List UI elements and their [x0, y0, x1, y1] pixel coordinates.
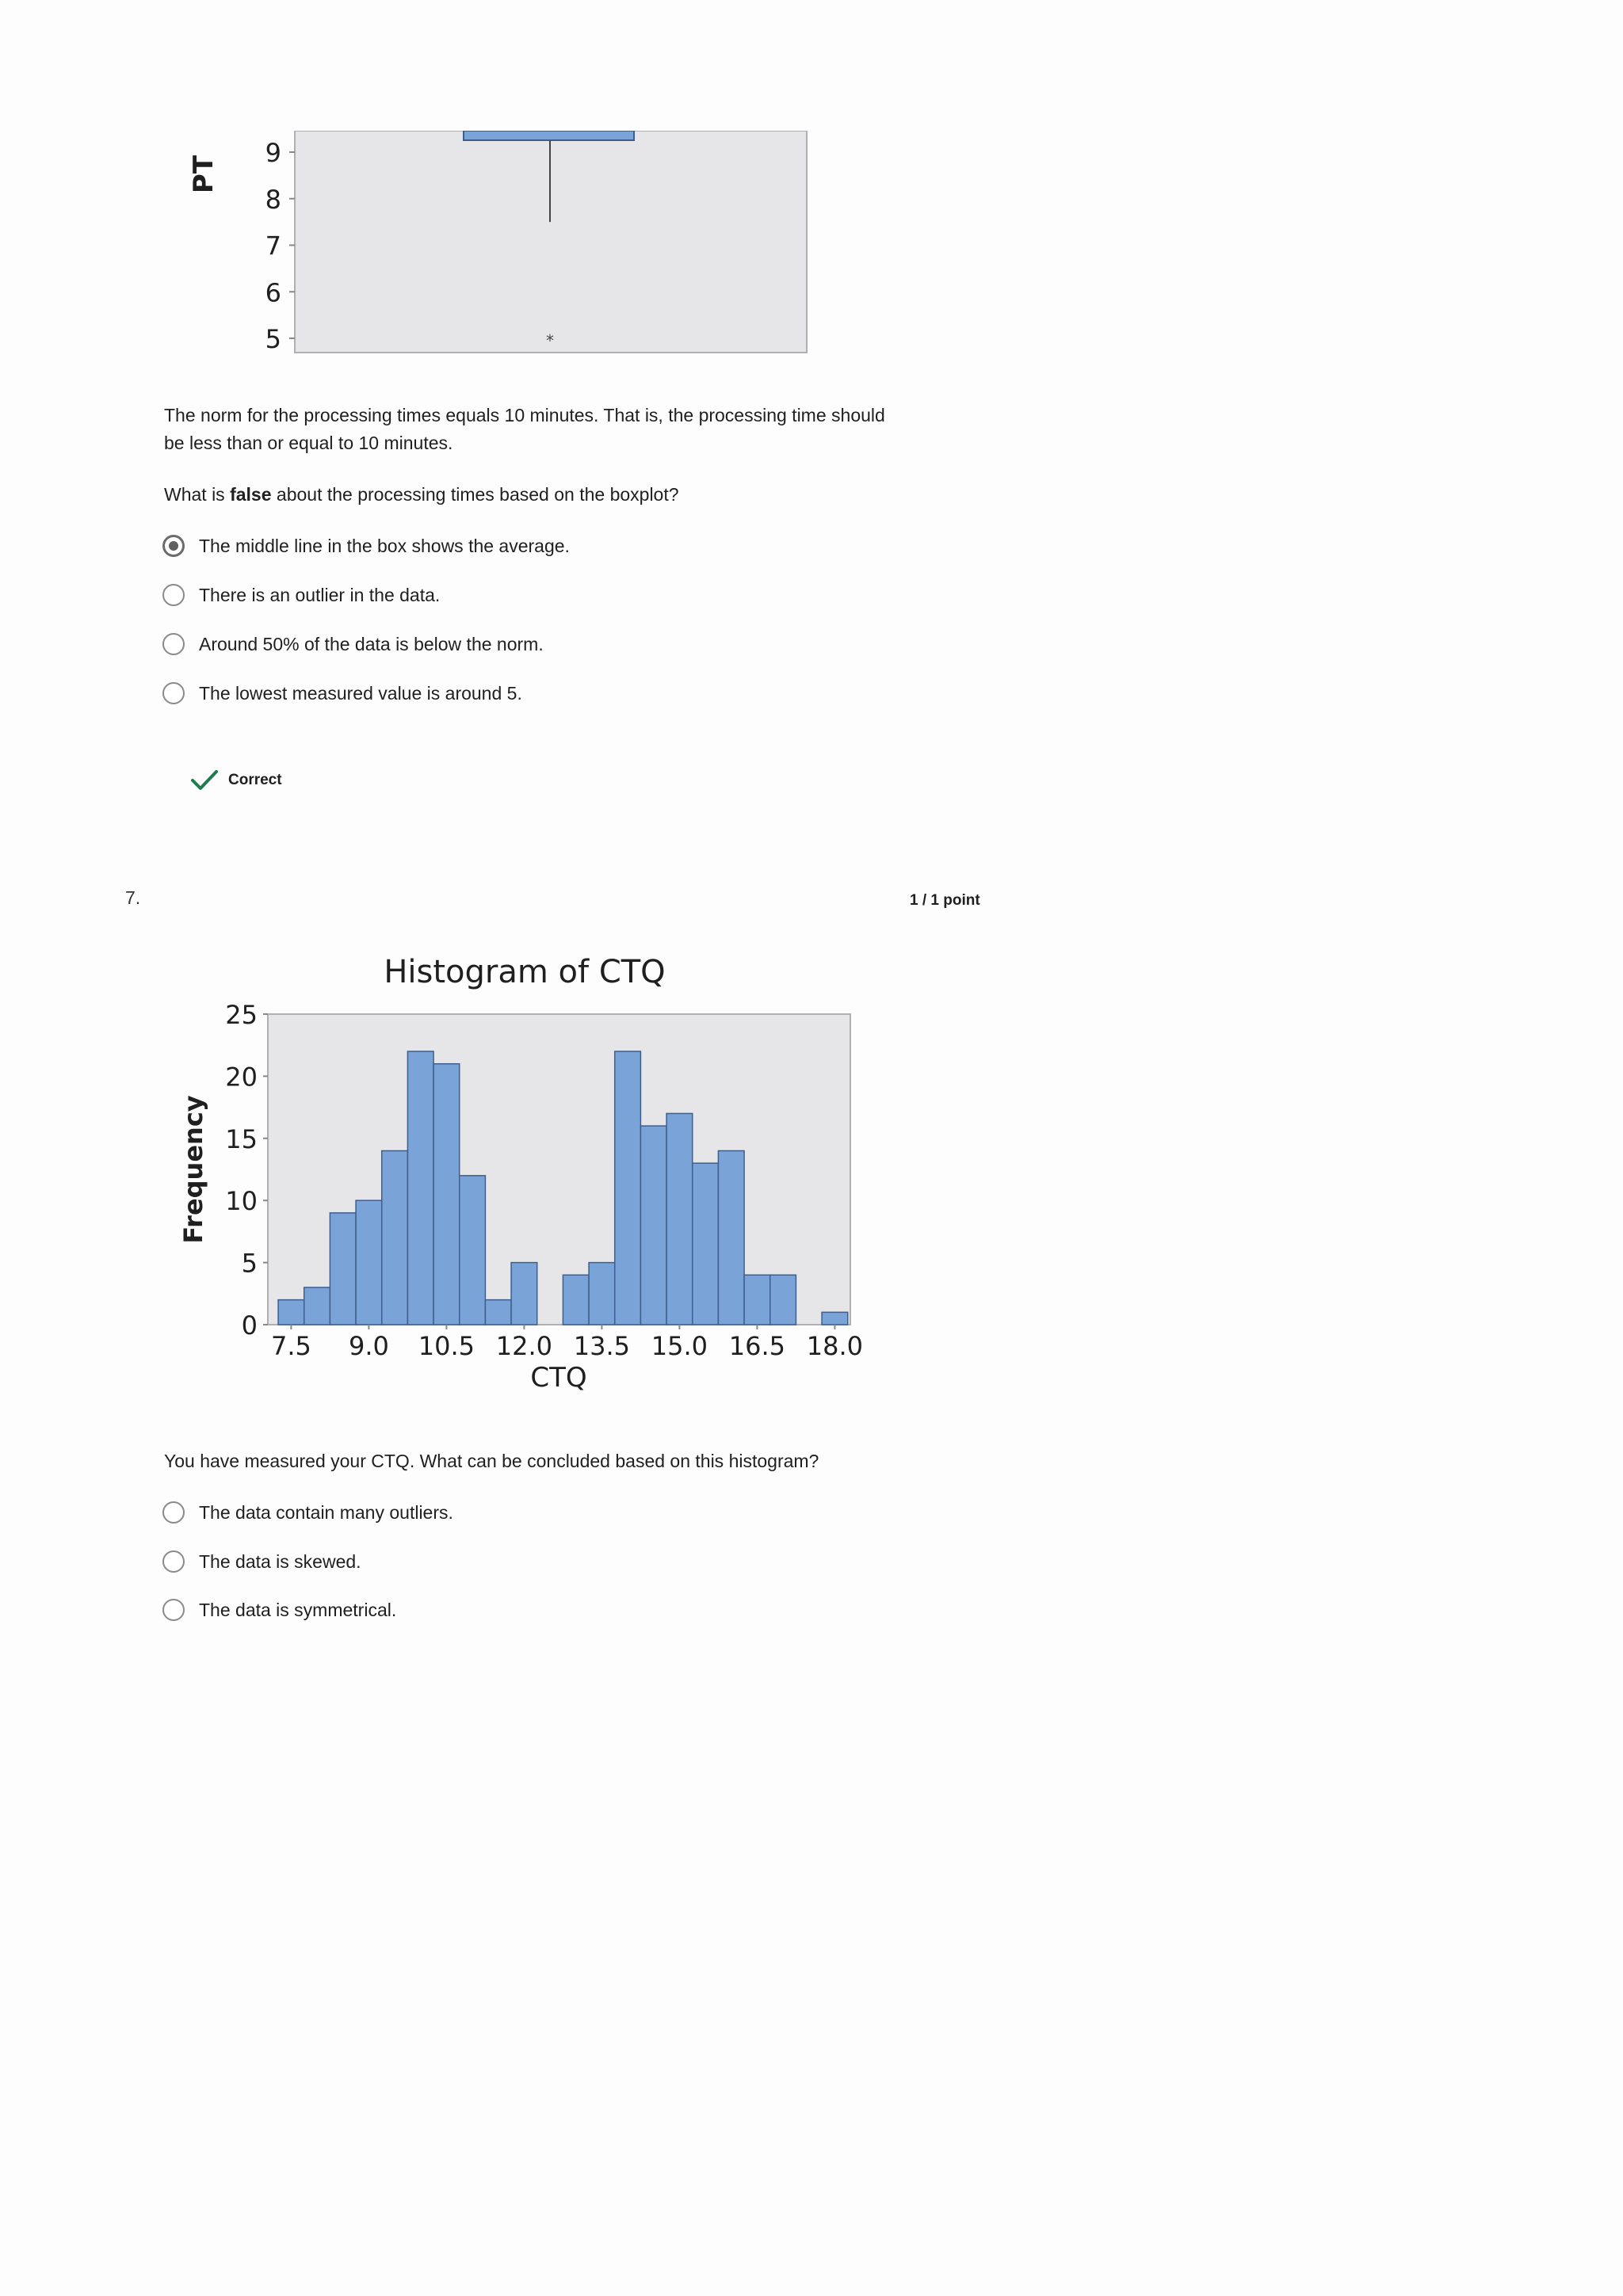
- histogram-y-tick-label: 0: [241, 1310, 258, 1341]
- boxplot-y-ticks: [265, 138, 295, 354]
- q7-option-1-label: The data contain many outliers.: [199, 1501, 453, 1523]
- feedback-text: Correct: [228, 772, 282, 788]
- histogram-bar: [693, 1163, 719, 1325]
- histogram-y-tick-label: 15: [225, 1123, 258, 1154]
- radio-button[interactable]: [162, 1550, 185, 1573]
- histogram-x-tick-label: 9.0: [348, 1331, 389, 1361]
- q6-option-4[interactable]: [162, 679, 522, 707]
- histogram-y-ticks: [225, 1000, 268, 1341]
- radio-button[interactable]: [162, 1599, 185, 1621]
- boxplot-y-tick-label: 8: [265, 184, 281, 215]
- histogram-x-tick-label: 16.5: [728, 1331, 786, 1361]
- histogram-x-tick-label: 7.5: [270, 1331, 311, 1361]
- prompt-prefix: What is: [164, 484, 231, 505]
- q6-option-1-label: The middle line in the box shows the average.: [199, 535, 570, 556]
- histogram-bar: [485, 1300, 511, 1325]
- radio-button[interactable]: [162, 584, 185, 606]
- check-icon: [190, 769, 219, 792]
- histogram-bar: [822, 1312, 848, 1325]
- histogram-bar: [382, 1150, 408, 1325]
- boxplot-y-tick-label: 5: [265, 324, 281, 354]
- q6-option-2-label: There is an outlier in the data.: [199, 584, 441, 605]
- q6-option-2[interactable]: [162, 581, 440, 609]
- histogram-bar: [770, 1275, 796, 1325]
- norm-text-line-1: The norm for the processing times equals 10 minutes. That is, the processing time should: [164, 405, 885, 425]
- histogram-x-ticks: [271, 1325, 863, 1361]
- chart-y-label: Frequency: [178, 1095, 208, 1244]
- histogram-bar: [744, 1275, 770, 1325]
- radio-button-selected[interactable]: [162, 535, 185, 557]
- chart-title: Histogram of CTQ: [384, 954, 666, 990]
- question-6-prompt: [164, 481, 679, 509]
- histogram-bar: [356, 1200, 382, 1325]
- histogram-bar: [460, 1176, 486, 1325]
- q6-option-1[interactable]: [162, 532, 570, 560]
- question-7-prompt: You have measured your CTQ. What can be concluded based on this histogram?: [164, 1451, 819, 1471]
- q7-option-3-label: The data is symmetrical.: [199, 1599, 397, 1620]
- question-points: 1 / 1 point: [910, 892, 980, 909]
- histogram-x-tick-label: 10.5: [418, 1331, 475, 1361]
- histogram-chart: [170, 947, 884, 1398]
- boxplot-y-label: PT: [188, 154, 220, 194]
- histogram-bar: [718, 1150, 744, 1325]
- histogram-bar: [666, 1113, 693, 1325]
- histogram-x-tick-label: 18.0: [806, 1331, 864, 1361]
- histogram-bar: [640, 1126, 666, 1325]
- boxplot-outlier-marker: *: [546, 331, 554, 350]
- question-number: 7.: [125, 887, 141, 908]
- boxplot-chart: [174, 131, 824, 360]
- histogram-x-tick-label: 15.0: [651, 1331, 708, 1361]
- histogram-bar: [589, 1263, 615, 1325]
- radio-button[interactable]: [162, 1501, 185, 1524]
- boxplot-y-tick-label: 7: [265, 231, 281, 261]
- boxplot-y-tick-label: 6: [265, 277, 281, 308]
- histogram-bar: [615, 1051, 641, 1325]
- histogram-bar: [407, 1051, 433, 1325]
- histogram-x-tick-label: 13.5: [573, 1331, 631, 1361]
- radio-button[interactable]: [162, 682, 185, 704]
- histogram-bar: [563, 1275, 589, 1325]
- histogram-bar: [330, 1213, 356, 1325]
- histogram-x-tick-label: 12.0: [495, 1331, 553, 1361]
- chart-x-label: CTQ: [530, 1362, 587, 1394]
- histogram-bar: [278, 1300, 304, 1325]
- q6-option-4-label: The lowest measured value is around 5.: [199, 682, 522, 704]
- feedback-correct: [190, 769, 282, 792]
- norm-text-line-2: be less than or equal to 10 minutes.: [164, 433, 453, 453]
- q7-option-3[interactable]: [162, 1596, 396, 1624]
- histogram-bar: [433, 1064, 460, 1325]
- q7-option-2-label: The data is skewed.: [199, 1550, 361, 1572]
- q7-option-1[interactable]: [162, 1498, 453, 1527]
- boxplot-y-tick-label: 9: [265, 138, 281, 168]
- prompt-bold-word: false: [230, 484, 272, 505]
- histogram-y-tick-label: 25: [225, 1000, 258, 1030]
- histogram-bar: [511, 1263, 537, 1325]
- q7-option-2[interactable]: [162, 1547, 361, 1576]
- radio-button[interactable]: [162, 633, 185, 655]
- histogram-y-tick-label: 20: [225, 1062, 258, 1093]
- q6-option-3[interactable]: [162, 630, 544, 658]
- histogram-bar: [304, 1287, 330, 1325]
- histogram-y-tick-label: 10: [225, 1186, 258, 1217]
- norm-description: [164, 402, 957, 457]
- histogram-y-tick-label: 5: [241, 1248, 258, 1279]
- prompt-suffix: about the processing times based on the boxplot?: [271, 484, 679, 505]
- q6-option-3-label: Around 50% of the data is below the norm.: [199, 633, 544, 654]
- boxplot-box: [464, 131, 634, 140]
